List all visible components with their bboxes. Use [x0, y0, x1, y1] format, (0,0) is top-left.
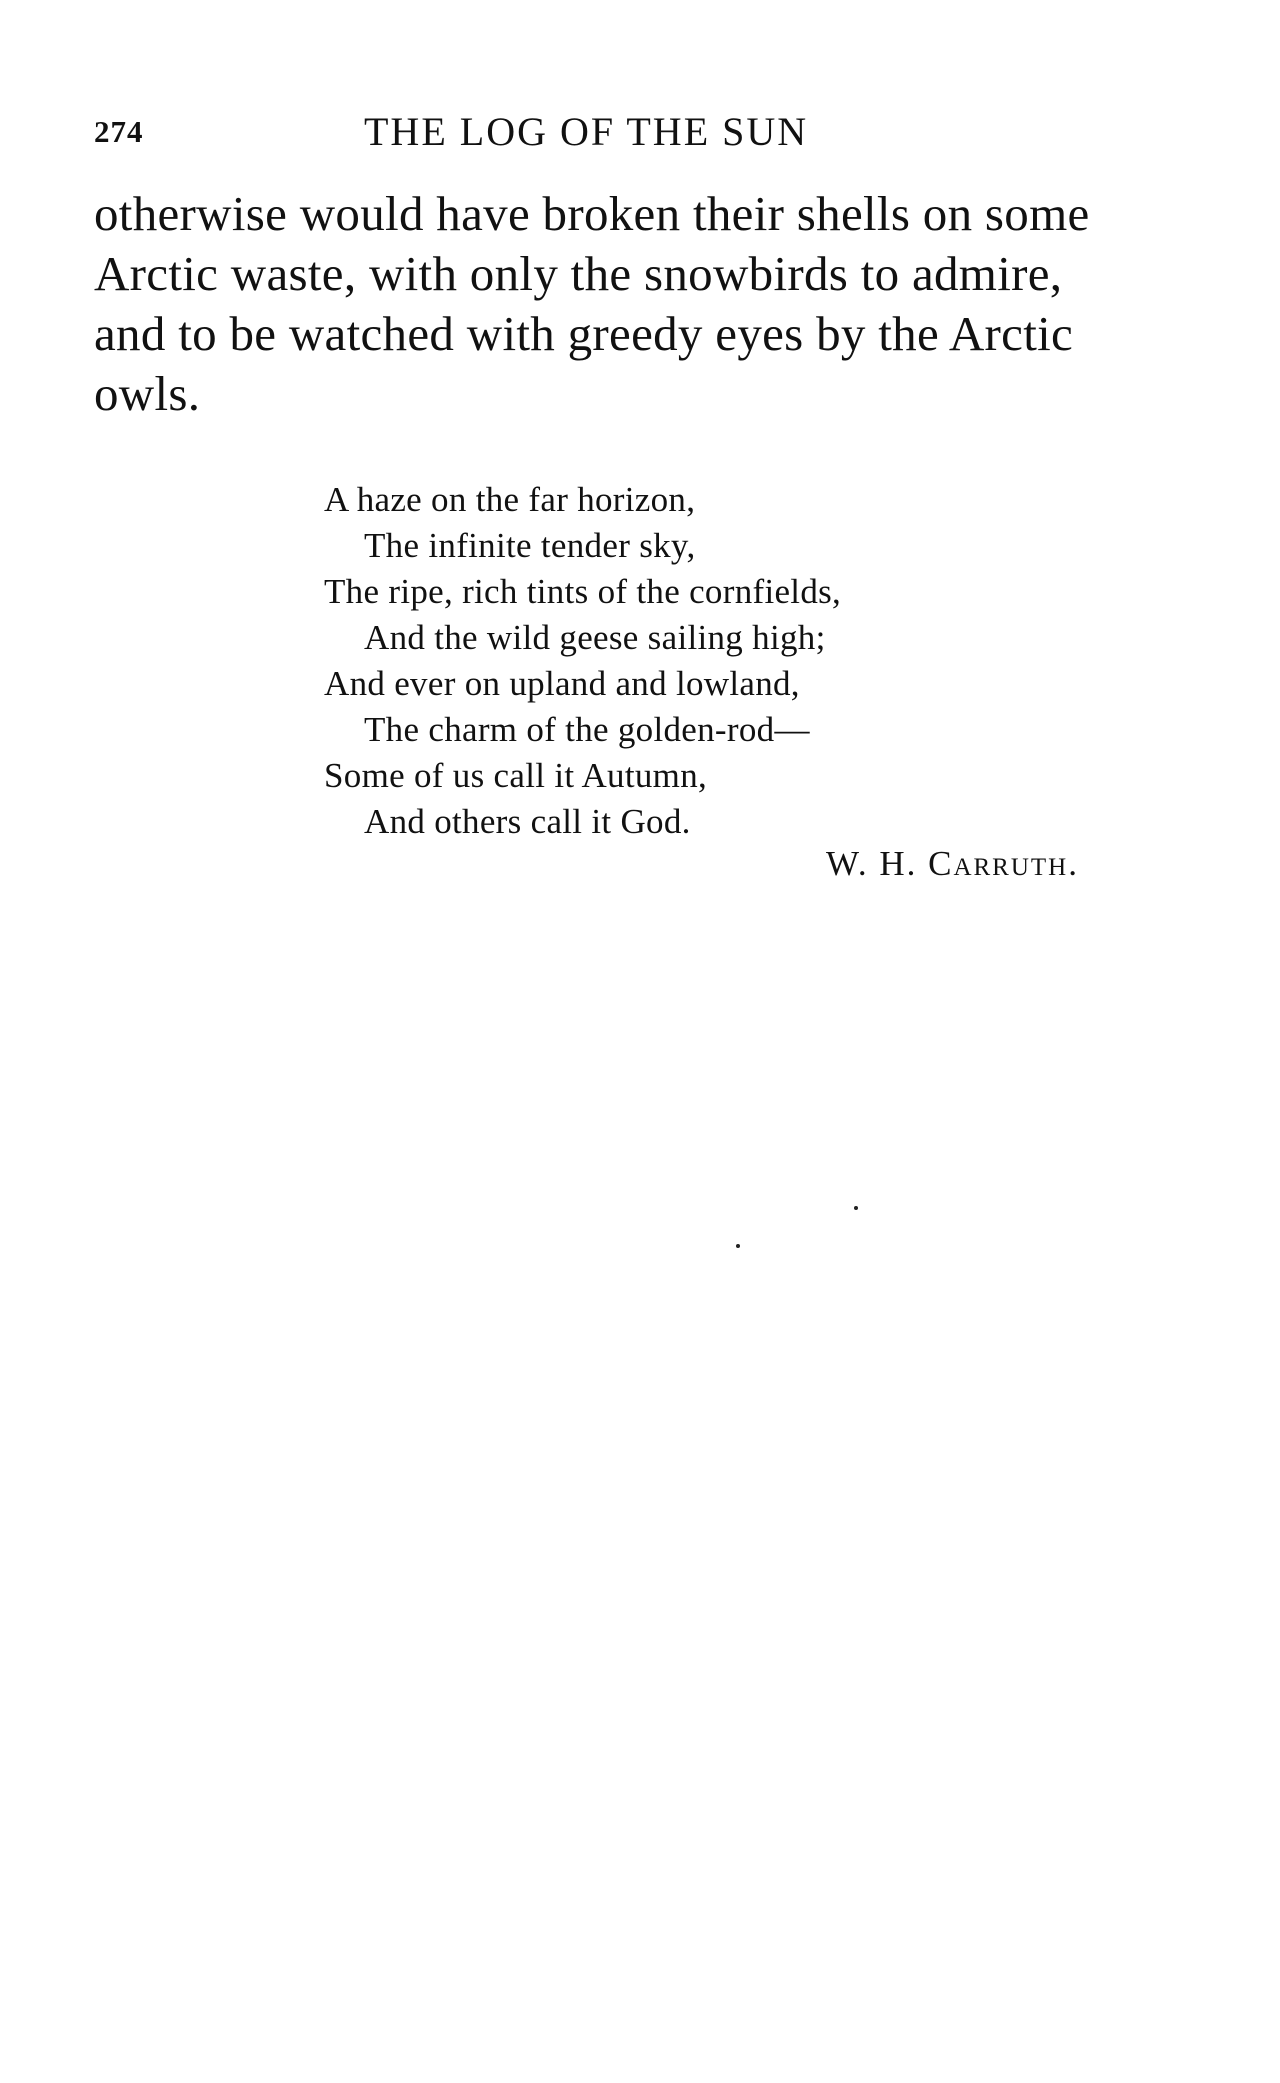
page-number: 274 — [94, 114, 144, 149]
verse-line: And others call it God. — [364, 802, 691, 841]
verse-line: The charm of the golden-rod— — [364, 710, 810, 749]
prose-line: and to be watched with greedy eyes by the Arctic — [94, 306, 1074, 361]
scan-speck — [736, 1244, 740, 1248]
verse-line: The ripe, rich tints of the cornfields, — [324, 572, 842, 611]
poem-stanza — [324, 477, 1124, 845]
verse-line: And the wild geese sailing high; — [364, 618, 826, 657]
verse-line: The infinite tender sky, — [364, 526, 696, 565]
poem-attribution: W. H. Carruth. — [826, 844, 1079, 883]
prose-line: owls. — [94, 366, 201, 421]
prose-line: otherwise would have broken their shells on some — [94, 186, 1090, 241]
verse-line: Some of us call it Autumn, — [324, 756, 708, 795]
prose-paragraph — [94, 184, 1174, 424]
verse-line: And ever on upland and lowland, — [324, 664, 800, 703]
running-title: THE LOG OF THE SUN — [364, 109, 809, 154]
prose-line: Arctic waste, with only the snowbirds to admire, — [94, 246, 1063, 301]
running-head — [94, 108, 1154, 152]
verse-line: A haze on the far horizon, — [324, 480, 696, 519]
scan-speck — [854, 1206, 858, 1210]
